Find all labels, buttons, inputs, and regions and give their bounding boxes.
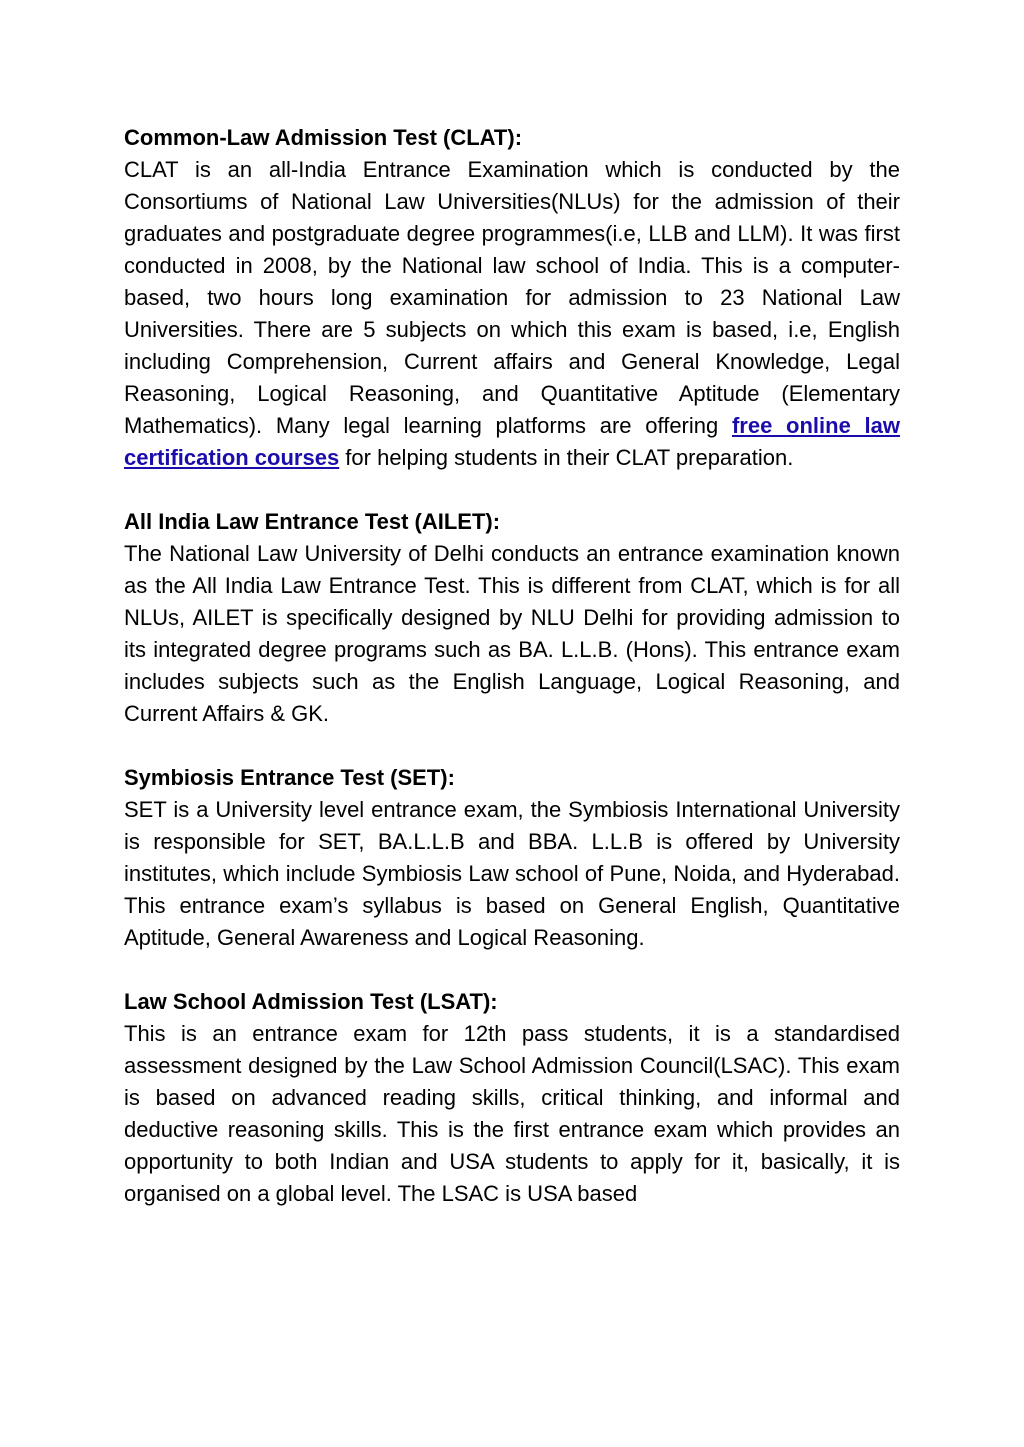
section-body-ailet: The National Law University of Delhi conducts an entrance examination known as the All India Law Entrance Test. This is different from CLAT, which is for all NLUs, AILET is specifically designed by NLU Delhi for providing admission to its integrated degree programs such as BA. L.L.B. (Hons). This entrance exam includes subjects such as the English Language, Logical Reasoning, and Current Affairs & GK. — [124, 541, 900, 726]
clat-body-text: CLAT is an all-India Entrance Examination which is conducted by the Consortiums of National Law Universities(NLUs) for the admission of their graduates and postgraduate degree programmes(i.e, LLB and LLM). It was first conducted in 2008, by the National law school of India. This is a computer-based, two hours long examination for admission to 23 National Law Universities. There are 5 subjects on which this exam is based, i.e, English including Comprehension, Current affairs and General Knowledge, Legal Reasoning, Logical Reasoning, and Quantitative Aptitude (Elementary Mathematics). Many legal learning platforms are offering — [124, 157, 900, 438]
document-page — [124, 122, 900, 1242]
section-heading-lsat: Law School Admission Test (LSAT): — [124, 989, 498, 1014]
section-body-lsat: This is an entrance exam for 12th pass students, it is a standardised assessment designed by the Law School Admission Council(LSAC). This exam is based on advanced reading skills, critical thinking, and informal and deductive reasoning skills. This is the first entrance exam which provides an opportunity to both Indian and USA students to apply for it, basically, it is organised on a global level. The LSAC is USA based — [124, 1021, 900, 1206]
free-law-courses-link[interactable]: free online law certification courses — [124, 413, 900, 470]
section-heading-clat: Common-Law Admission Test (CLAT): — [124, 125, 523, 150]
clat-body-text-end: for helping students in their CLAT preparation. — [339, 445, 794, 470]
section-body-set: SET is a University level entrance exam, the Symbiosis International University is responsible for SET, BA.L.L.B and BBA. L.L.B is offered by University institutes, which include Symbiosis Law school of Pune, Noida, and Hyderabad. This entrance exam’s syllabus is based on General English, Quantitative Aptitude, General Awareness and Logical Reasoning. — [124, 797, 900, 950]
section-heading-set: Symbiosis Entrance Test (SET): — [124, 765, 455, 790]
section-ailet — [124, 506, 900, 730]
section-body-clat — [124, 154, 900, 474]
section-lsat — [124, 986, 900, 1210]
section-set — [124, 762, 900, 954]
section-heading-ailet: All India Law Entrance Test (AILET): — [124, 509, 501, 534]
section-clat — [124, 122, 900, 474]
